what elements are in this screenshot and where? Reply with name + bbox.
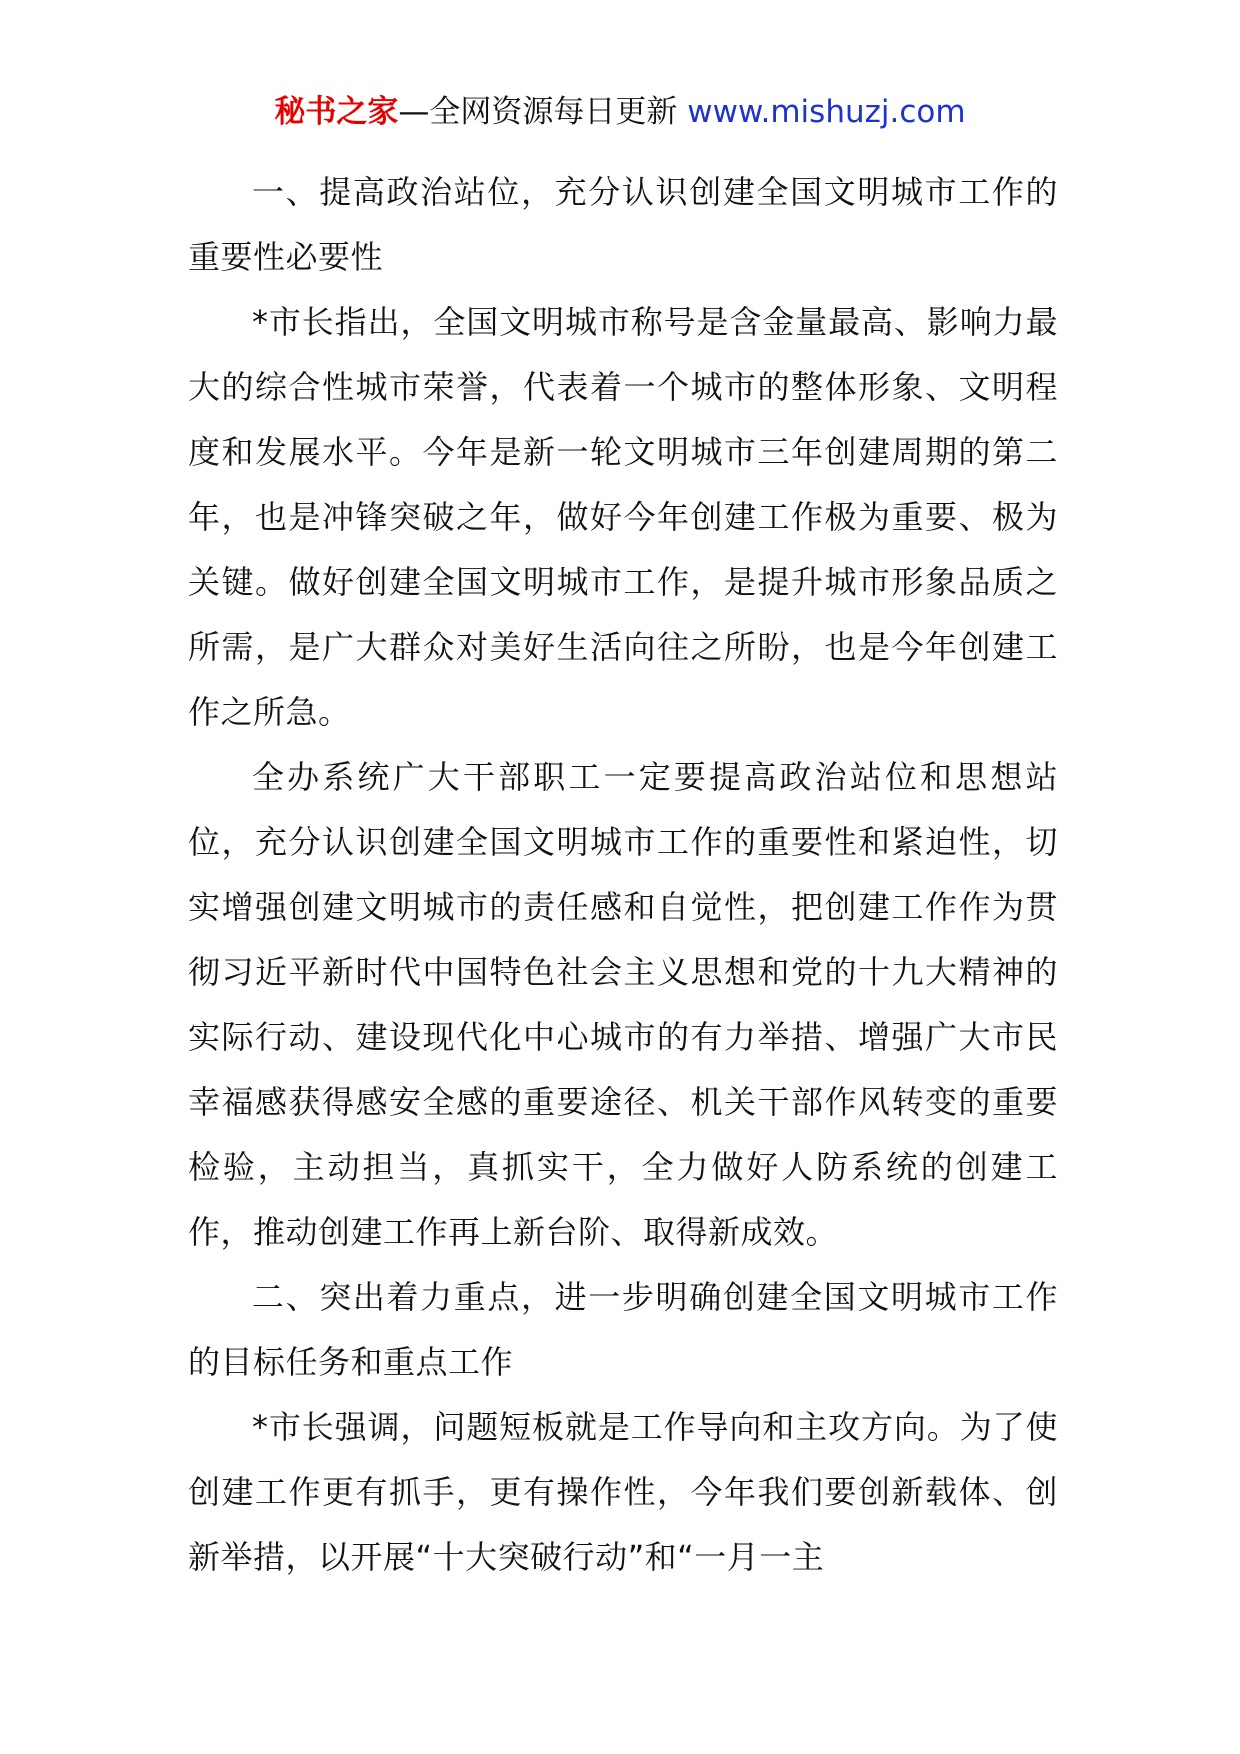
document-body (188, 160, 1058, 1590)
brand-slogan: —全网资源每日更新 (398, 94, 688, 130)
paragraph: *市长指出，全国文明城市称号是含金量最高、影响力最大的综合性城市荣誉，代表着一个城市的整体形象、文明程度和发展水平。今年是新一轮文明城市三年创建周期的第二年，也是冲锋突破之年，做好今年创建工作极为重要、极为关键。做好创建全国文明城市工作，是提升城市形象品质之所需，是广大群众对美好生活向往之所盼，也是今年创建工作之所急。 (188, 303, 1058, 731)
watermark-header (0, 92, 1240, 132)
brand-name: 秘书之家 (274, 94, 399, 130)
section-heading-1: 一、提高政治站位，充分认识创建全国文明城市工作的重要性必要性 (188, 173, 1058, 276)
paragraph: *市长强调，问题短板就是工作导向和主攻方向。为了使创建工作更有抓手，更有操作性，今年我们要创新载体、创新举措，以开展“十大突破行动”和“一月一主 (188, 1408, 1058, 1576)
section-heading-2: 二、突出着力重点，进一步明确创建全国文明城市工作的目标任务和重点工作 (188, 1278, 1058, 1381)
paragraph: 全办系统广大干部职工一定要提高政治站位和思想站位，充分认识创建全国文明城市工作的重要性和紧迫性，切实增强创建文明城市的责任感和自觉性，把创建工作作为贯彻习近平新时代中国特色社会主义思想和党的十九大精神的实际行动、建设现代化中心城市的有力举措、增强广大市民幸福感获得感安全感的重要途径、机关干部作风转变的重要检验，主动担当，真抓实干，全力做好人防系统的创建工作，推动创建工作再上新台阶、取得新成效。 (188, 758, 1058, 1251)
brand-url[interactable]: www.mishuzj.com (687, 94, 966, 130)
